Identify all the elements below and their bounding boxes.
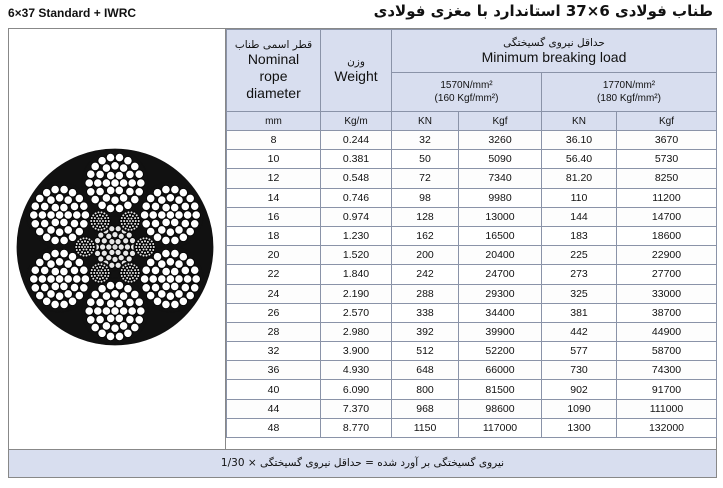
table-cell: 3670 xyxy=(617,131,717,150)
table-cell: 392 xyxy=(392,322,459,341)
table-row xyxy=(227,246,717,265)
table-cell: 58700 xyxy=(617,342,717,361)
table-cell: 33000 xyxy=(617,284,717,303)
table-cell: 5090 xyxy=(459,150,542,169)
table-cell: 902 xyxy=(542,380,617,399)
table-cell: 44900 xyxy=(617,322,717,341)
table-cell: 162 xyxy=(392,226,459,245)
table-cell: 26 xyxy=(227,303,321,322)
table-cell: 730 xyxy=(542,361,617,380)
table-cell: 6.090 xyxy=(321,380,392,399)
table-cell: 24 xyxy=(227,284,321,303)
unit-cell: Kgf xyxy=(459,112,542,131)
table-cell: 117000 xyxy=(459,418,542,437)
table-cell: 32 xyxy=(392,131,459,150)
table-cell: 132000 xyxy=(617,418,717,437)
table-row xyxy=(227,131,717,150)
diameter-header-en-1: Nominal xyxy=(247,51,300,67)
table-cell: 11200 xyxy=(617,188,717,207)
table-cell: 14700 xyxy=(617,207,717,226)
table-row xyxy=(227,418,717,437)
table-row xyxy=(227,380,717,399)
table-cell: 16 xyxy=(227,207,321,226)
table-cell: 273 xyxy=(542,265,617,284)
table-row xyxy=(227,207,717,226)
mbl-header-fa: حداقل نیروی گسیختگی xyxy=(503,36,605,49)
table-cell: 8 xyxy=(227,131,321,150)
table-cell: 7340 xyxy=(459,169,542,188)
spec-table xyxy=(226,29,717,438)
table-cell: 968 xyxy=(392,399,459,418)
table-row xyxy=(227,150,717,169)
mbl-header-en: Minimum breaking load xyxy=(481,48,627,65)
table-cell: 0.548 xyxy=(321,169,392,188)
table-cell: 28 xyxy=(227,322,321,341)
table-cell: 288 xyxy=(392,284,459,303)
table-cell: 1.840 xyxy=(321,265,392,284)
table-cell: 7.370 xyxy=(321,399,392,418)
table-row xyxy=(227,169,717,188)
weight-header-fa: وزن xyxy=(347,56,365,68)
table-cell: 12 xyxy=(227,169,321,188)
table-cell: 325 xyxy=(542,284,617,303)
diameter-header xyxy=(227,30,321,112)
table-cell: 200 xyxy=(392,246,459,265)
table-cell: 1090 xyxy=(542,399,617,418)
table-cell: 338 xyxy=(392,303,459,322)
table-cell: 800 xyxy=(392,380,459,399)
table-cell: 2.570 xyxy=(321,303,392,322)
table-row xyxy=(227,188,717,207)
table-cell: 39900 xyxy=(459,322,542,341)
table-cell: 72 xyxy=(392,169,459,188)
grade-1570-n: 1570N/mm² xyxy=(440,80,493,91)
table-cell: 110 xyxy=(542,188,617,207)
table-cell: 98 xyxy=(392,188,459,207)
table-row xyxy=(227,265,717,284)
table-row xyxy=(227,342,717,361)
table-cell: 3260 xyxy=(459,131,542,150)
diameter-header-en-3: diameter xyxy=(246,85,301,101)
table-cell: 32 xyxy=(227,342,321,361)
unit-cell: KN xyxy=(542,112,617,131)
unit-cell: Kg/m xyxy=(321,112,392,131)
table-row xyxy=(227,399,717,418)
table-cell: 1.230 xyxy=(321,226,392,245)
unit-cell: mm xyxy=(227,112,321,131)
diameter-header-fa: قطر اسمی طناب xyxy=(234,39,313,51)
rope-cross-section-image xyxy=(15,147,215,347)
grade-1770-kgf: (180 Kgf/mm²) xyxy=(597,93,661,104)
table-cell: 52200 xyxy=(459,342,542,361)
table-cell: 144 xyxy=(542,207,617,226)
table-cell: 648 xyxy=(392,361,459,380)
table-cell: 36 xyxy=(227,361,321,380)
table-cell: 91700 xyxy=(617,380,717,399)
table-cell: 128 xyxy=(392,207,459,226)
table-cell: 81.20 xyxy=(542,169,617,188)
table-cell: 13000 xyxy=(459,207,542,226)
table-cell: 9980 xyxy=(459,188,542,207)
spec-frame xyxy=(8,28,717,478)
table-cell: 1150 xyxy=(392,418,459,437)
table-cell: 74300 xyxy=(617,361,717,380)
table-cell: 48 xyxy=(227,418,321,437)
table-row xyxy=(227,226,717,245)
table-cell: 10 xyxy=(227,150,321,169)
table-cell: 27700 xyxy=(617,265,717,284)
table-cell: 242 xyxy=(392,265,459,284)
table-cell: 0.381 xyxy=(321,150,392,169)
table-cell: 1.520 xyxy=(321,246,392,265)
table-cell: 225 xyxy=(542,246,617,265)
table-cell: 98600 xyxy=(459,399,542,418)
unit-cell: Kgf xyxy=(617,112,717,131)
table-cell: 2.980 xyxy=(321,322,392,341)
table-cell: 111000 xyxy=(617,399,717,418)
table-cell: 50 xyxy=(392,150,459,169)
table-cell: 18 xyxy=(227,226,321,245)
weight-header xyxy=(321,30,392,112)
grade-1770-n: 1770N/mm² xyxy=(602,80,656,91)
table-cell: 44 xyxy=(227,399,321,418)
table-cell: 40 xyxy=(227,380,321,399)
weight-header-en: Weight xyxy=(334,68,378,84)
unit-cell: KN xyxy=(392,112,459,131)
table-cell: 442 xyxy=(542,322,617,341)
table-cell: 16500 xyxy=(459,226,542,245)
table-cell: 14 xyxy=(227,188,321,207)
table-cell: 24700 xyxy=(459,265,542,284)
table-cell: 22900 xyxy=(617,246,717,265)
grade-1570-header xyxy=(392,73,542,112)
rope-image-panel xyxy=(9,29,226,450)
table-row xyxy=(227,322,717,341)
table-cell: 8250 xyxy=(617,169,717,188)
table-cell: 81500 xyxy=(459,380,542,399)
table-cell: 8.770 xyxy=(321,418,392,437)
table-cell: 1300 xyxy=(542,418,617,437)
grade-1770-header xyxy=(542,73,717,112)
footer-note: نیروی گسیختگی بر آورد شده = حداقل نیروی گسیختگی × 1/30 xyxy=(9,449,716,477)
table-cell: 66000 xyxy=(459,361,542,380)
table-cell: 34400 xyxy=(459,303,542,322)
table-cell: 0.746 xyxy=(321,188,392,207)
title-persian: طناب فولادی 6×37 استاندارد با مغزی فولادی xyxy=(373,2,713,20)
table-cell: 18600 xyxy=(617,226,717,245)
table-cell: 2.190 xyxy=(321,284,392,303)
table-cell: 20400 xyxy=(459,246,542,265)
table-row xyxy=(227,361,717,380)
table-cell: 0.974 xyxy=(321,207,392,226)
table-cell: 29300 xyxy=(459,284,542,303)
table-cell: 20 xyxy=(227,246,321,265)
table-cell: 4.930 xyxy=(321,361,392,380)
diameter-header-en-2: rope xyxy=(259,68,288,84)
title-english: 6×37 Standard + IWRC xyxy=(8,6,137,20)
table-cell: 56.40 xyxy=(542,150,617,169)
table-cell: 22 xyxy=(227,265,321,284)
table-cell: 381 xyxy=(542,303,617,322)
table-cell: 5730 xyxy=(617,150,717,169)
table-cell: 0.244 xyxy=(321,131,392,150)
table-cell: 577 xyxy=(542,342,617,361)
units-row xyxy=(227,112,717,131)
table-row xyxy=(227,284,717,303)
mbl-header xyxy=(392,30,717,73)
table-cell: 38700 xyxy=(617,303,717,322)
table-cell: 183 xyxy=(542,226,617,245)
table-cell: 36.10 xyxy=(542,131,617,150)
grade-1570-kgf: (160 Kgf/mm²) xyxy=(434,93,499,104)
table-row xyxy=(227,303,717,322)
table-cell: 512 xyxy=(392,342,459,361)
table-cell: 3.900 xyxy=(321,342,392,361)
